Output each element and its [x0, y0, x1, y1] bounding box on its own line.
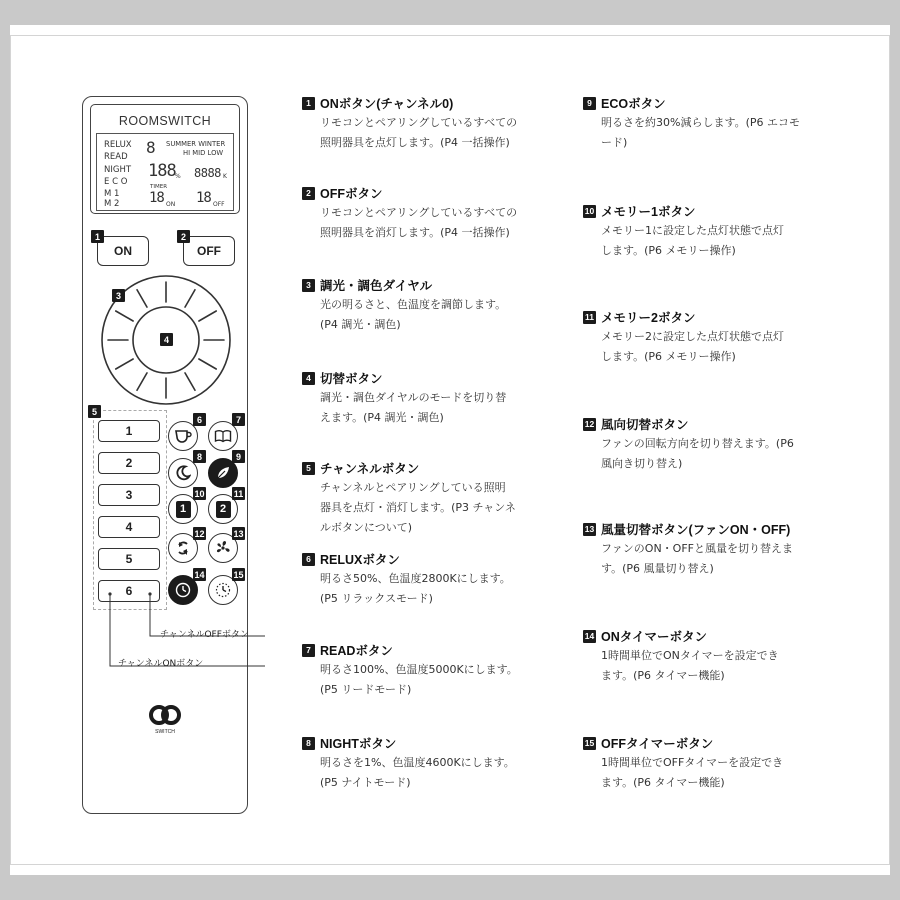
number-badge: 13	[584, 524, 595, 534]
clock-icon	[174, 581, 192, 599]
description-title-text: ONボタン(チャンネル0)	[320, 97, 454, 111]
off-button[interactable]: OFF	[183, 236, 235, 266]
description-title-text: OFFボタン	[320, 187, 383, 201]
description-line: ます。(P6 タイマー機能)	[601, 669, 725, 682]
description-title-text: 風向切替ボタン	[601, 418, 689, 432]
description-title-text: チャンネルボタン	[320, 462, 420, 476]
lcd-timer-off-value: 18	[196, 190, 211, 206]
number-badge: 8	[302, 737, 315, 750]
on-button[interactable]: ON	[97, 236, 149, 266]
description-line: リモコンとペアリングしているすべての	[320, 116, 518, 129]
description-line: 照明器具を消灯します。(P4 一括操作)	[320, 226, 510, 239]
lcd-mode-relux: RELUX	[104, 140, 132, 150]
description-line: ます。(P6 タイマー機能)	[601, 776, 725, 789]
book-icon	[214, 429, 232, 443]
description-title-text: メモリー1ボタン	[601, 205, 696, 219]
description-title	[302, 735, 552, 751]
lcd-season: SUMMER WINTER	[166, 140, 226, 148]
description-line: (P5 ナイトモード)	[320, 776, 411, 789]
lcd-timer-on-value: 18	[149, 190, 164, 206]
badge-6: 6	[193, 413, 206, 426]
description-item-7	[302, 642, 552, 700]
channel-on-callout: チャンネルONボタン	[118, 659, 204, 669]
description-line: ルボタンについて)	[320, 521, 413, 534]
description-line: 1時間単位でONタイマーを設定でき	[601, 649, 779, 662]
number-badge: 4	[302, 372, 315, 385]
number-badge: 12	[584, 419, 595, 429]
lcd-timer-on-label: ON	[166, 201, 176, 208]
description-title	[302, 95, 552, 111]
description-title-text: READボタン	[320, 644, 393, 658]
lcd-mode-read: READ	[104, 152, 128, 162]
leaf-icon	[215, 465, 231, 481]
description-body	[302, 478, 552, 538]
lcd-brightness: 188	[148, 161, 176, 181]
brand-logo: ROOMSWITCH	[118, 114, 212, 128]
channel-off-callout: チャンネルOFFボタン	[160, 630, 249, 640]
lcd-timer-off-label: OFF	[213, 201, 225, 208]
description-title	[583, 95, 833, 111]
description-title	[302, 642, 552, 658]
description-body	[583, 646, 833, 686]
channel-4-button[interactable]: 4	[98, 516, 160, 538]
description-title	[583, 416, 833, 432]
description-item-10	[583, 203, 833, 261]
description-line: 1時間単位でOFFタイマーを設定でき	[601, 756, 784, 769]
description-line: ファンの回転方向を切り替えます。(P6	[601, 437, 794, 450]
description-line: 照明器具を点灯します。(P4 一括操作)	[320, 136, 510, 149]
description-item-3	[302, 277, 552, 335]
lcd-mode-m1: M 1	[104, 189, 120, 199]
lcd-mode-eco: E C O	[104, 177, 128, 187]
brand-mark-text: SWITCH	[155, 729, 175, 735]
number-badge: 1	[302, 97, 315, 110]
number-badge: 6	[302, 553, 315, 566]
badge-12: 12	[194, 528, 205, 539]
badge-15: 15	[233, 569, 244, 580]
description-title	[583, 735, 833, 751]
description-body	[302, 295, 552, 335]
description-line: (P5 リードモード)	[320, 683, 412, 696]
description-item-2	[302, 185, 552, 243]
description-line: メモリー1に設定した点灯状態で点灯	[601, 224, 784, 237]
badge-2: 2	[177, 230, 190, 243]
lcd-percent: %	[175, 173, 181, 180]
number-badge: 3	[302, 279, 315, 292]
description-body	[302, 753, 552, 793]
number-badge: 2	[302, 187, 315, 200]
memory-2-icon: 2	[216, 501, 231, 518]
description-title	[583, 628, 833, 644]
description-line: 明るさ100%、色温度5000Kにします。	[320, 663, 518, 676]
lcd-mode-m2: M 2	[104, 199, 120, 209]
description-title-text: 切替ボタン	[320, 372, 383, 386]
description-line: 調光・調色ダイヤルのモードを切り替	[320, 391, 507, 404]
description-line: す。(P6 風量切り替え)	[601, 562, 714, 575]
description-line: します。(P6 メモリー操作)	[601, 244, 736, 257]
description-body	[302, 113, 552, 153]
description-title-text: ECOボタン	[601, 97, 666, 111]
number-badge: 7	[302, 644, 315, 657]
description-body	[583, 539, 833, 579]
rotate-arrows-icon	[175, 539, 191, 557]
description-item-8	[302, 735, 552, 793]
number-badge: 9	[583, 97, 596, 110]
description-item-1	[302, 95, 552, 153]
description-item-11	[583, 309, 833, 367]
badge-7: 7	[232, 413, 245, 426]
description-item-12	[583, 416, 833, 474]
badge-11: 11	[233, 488, 244, 499]
description-line: 器具を点灯・消灯します。(P3 チャンネ	[320, 501, 516, 514]
description-body	[583, 113, 833, 153]
cup-icon	[174, 428, 192, 444]
description-title	[302, 551, 552, 567]
switch-button-badge-4[interactable]: 4	[160, 333, 173, 346]
description-body	[302, 203, 552, 243]
description-item-9	[583, 95, 833, 153]
description-line: 明るさを1%、色温度4600Kにします。	[320, 756, 515, 769]
description-line: (P4 調光・調色)	[320, 318, 401, 331]
description-body	[302, 388, 552, 428]
channel-6-button[interactable]: 6	[98, 580, 160, 602]
badge-5: 5	[88, 405, 101, 418]
description-body	[302, 569, 552, 609]
description-body	[583, 221, 833, 261]
memory-1-icon: 1	[176, 501, 191, 518]
moon-icon	[175, 465, 191, 481]
description-title-text: メモリー2ボタン	[601, 311, 696, 325]
description-line: (P5 リラックスモード)	[320, 592, 433, 605]
channel-5-button[interactable]: 5	[98, 548, 160, 570]
badge-10: 10	[194, 488, 205, 499]
description-line: チャンネルとペアリングしている照明	[320, 481, 506, 494]
description-line: 光の明るさと、色温度を調節します。	[320, 298, 507, 311]
description-line: えます。(P4 調光・調色)	[320, 411, 444, 424]
description-line: ード)	[601, 136, 628, 149]
badge-3: 3	[112, 289, 125, 302]
description-title	[583, 203, 833, 219]
badge-13: 13	[233, 528, 244, 539]
brand-mark-icon	[146, 704, 184, 730]
badge-9: 9	[232, 450, 245, 463]
badge-8: 8	[193, 450, 206, 463]
description-title-text: 風量切替ボタン(ファンON・OFF)	[601, 523, 791, 537]
description-item-5	[302, 460, 552, 538]
description-body	[583, 753, 833, 793]
description-line: リモコンとペアリングしているすべての	[320, 206, 518, 219]
description-line: 明るさを約30%減らします。(P6 エコモ	[601, 116, 800, 129]
channel-3-button[interactable]: 3	[98, 484, 160, 506]
description-title	[302, 185, 552, 201]
number-badge: 14	[584, 631, 595, 641]
dotted-clock-icon	[214, 581, 232, 599]
badge-1: 1	[91, 230, 104, 243]
number-badge: 10	[584, 206, 595, 216]
number-badge: 15	[584, 738, 595, 748]
description-title-text: NIGHTボタン	[320, 737, 397, 751]
lcd-kelvin: 8888	[194, 166, 221, 180]
description-item-14	[583, 628, 833, 686]
channel-1-button[interactable]: 1	[98, 420, 160, 442]
description-line: ファンのON・OFFと風量を切り替えま	[601, 542, 793, 555]
description-title	[583, 309, 833, 325]
description-title-text: OFFタイマーボタン	[601, 737, 714, 751]
description-title-text: ONタイマーボタン	[601, 630, 708, 644]
lcd-kelvin-unit: K	[223, 173, 227, 180]
lcd-timer-label: TIMER	[150, 184, 168, 190]
description-line: メモリー2に設定した点灯状態で点灯	[601, 330, 784, 343]
description-line: します。(P6 メモリー操作)	[601, 350, 736, 363]
description-item-6	[302, 551, 552, 609]
lcd-mode-night: NIGHT	[104, 165, 132, 175]
number-badge: 11	[585, 312, 594, 322]
description-title-text: 調光・調色ダイヤル	[320, 279, 433, 293]
description-line: 明るさ50%、色温度2800Kにします。	[320, 572, 511, 585]
number-badge: 5	[302, 462, 315, 475]
description-item-4	[302, 370, 552, 428]
description-item-15	[583, 735, 833, 793]
description-line: 風向き切り替え)	[601, 457, 683, 470]
description-body	[302, 660, 552, 700]
description-title	[583, 521, 833, 537]
description-item-13	[583, 521, 833, 579]
lcd-channel-digit: 8	[146, 138, 156, 157]
fan-icon	[214, 539, 232, 557]
lcd-fan-levels: HI MID LOW	[183, 149, 224, 157]
channel-2-button[interactable]: 2	[98, 452, 160, 474]
description-body	[583, 434, 833, 474]
description-title	[302, 370, 552, 386]
description-title	[302, 277, 552, 293]
description-body	[583, 327, 833, 367]
badge-14: 14	[194, 569, 205, 580]
description-title-text: RELUXボタン	[320, 553, 400, 567]
description-title	[302, 460, 552, 476]
